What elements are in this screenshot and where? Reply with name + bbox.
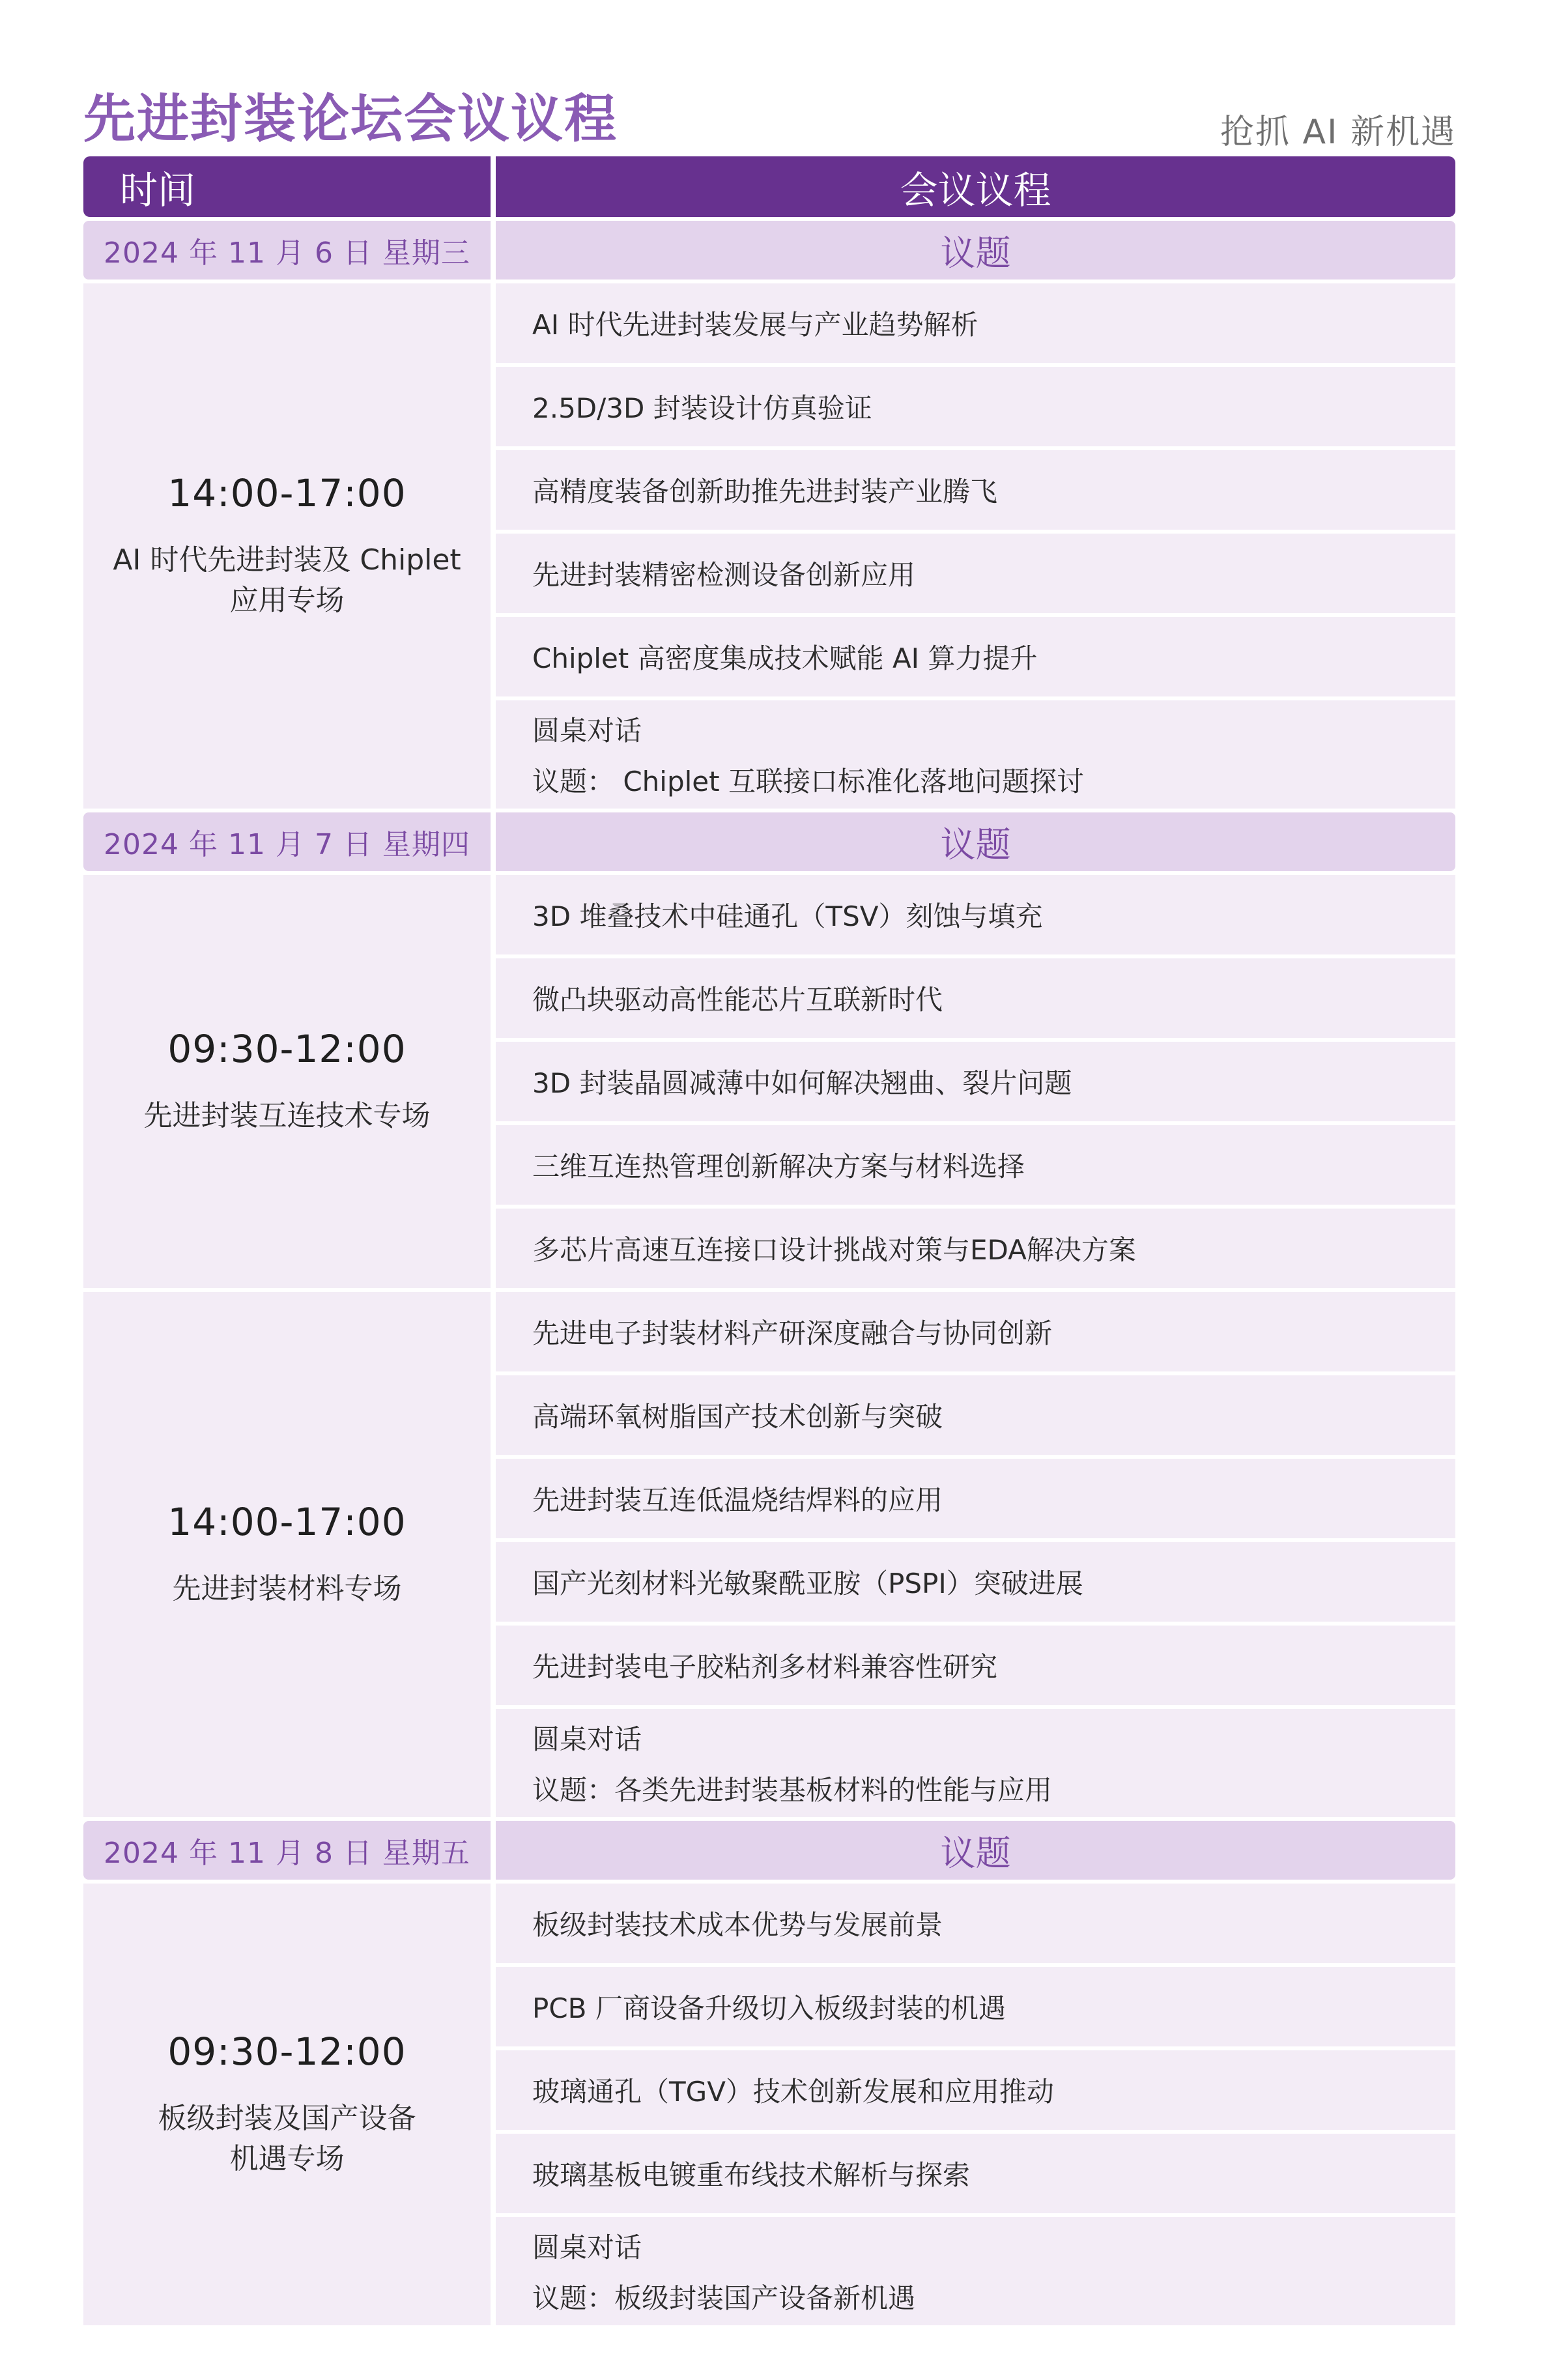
agenda-item <box>496 958 1455 1038</box>
agenda-item-title: 3D 堆叠技术中硅通孔（TSV）刻蚀与填充 <box>532 900 1043 932</box>
agenda-item-title: 2.5D/3D 封装设计仿真验证 <box>532 392 872 424</box>
agenda-item-title: AI 时代先进封装发展与产业趋势解析 <box>532 309 978 341</box>
agenda-item <box>496 367 1455 446</box>
session-time: 09:30-12:00 <box>167 1027 407 1071</box>
agenda-item-title: 3D 封装晶圆减薄中如何解决翘曲、裂片问题 <box>532 1067 1072 1099</box>
session-row <box>83 1292 1455 1817</box>
day-header-row <box>83 221 1455 280</box>
day-header-row <box>83 812 1455 871</box>
session-items <box>496 1292 1455 1817</box>
session-info <box>83 1292 491 1817</box>
agenda-item-title: 圆桌对话 <box>532 715 642 747</box>
days-container <box>83 221 1455 2325</box>
agenda-item <box>496 2050 1455 2130</box>
session-row <box>83 875 1455 1288</box>
agenda-item <box>496 534 1455 613</box>
agenda-item <box>496 450 1455 530</box>
day-topic-label: 议题 <box>496 221 1455 280</box>
agenda-item-title: 圆桌对话 <box>532 2231 642 2263</box>
agenda-item <box>496 1884 1455 1963</box>
agenda-item-title: 三维互连热管理创新解决方案与材料选择 <box>532 1151 1025 1183</box>
agenda-item <box>496 1967 1455 2046</box>
session-info <box>83 1884 491 2325</box>
agenda-item-title: 高端环氧树脂国产技术创新与突破 <box>532 1401 943 1433</box>
day-header-row <box>83 1821 1455 1880</box>
session-items <box>496 283 1455 809</box>
agenda-item <box>496 1042 1455 1121</box>
agenda-item-title: 玻璃基板电镀重布线技术解析与探索 <box>532 2159 971 2191</box>
agenda-item <box>496 617 1455 696</box>
agenda-item <box>496 1125 1455 1205</box>
agenda-item-title: 先进封装互连低温烧结焊料的应用 <box>532 1484 943 1516</box>
session-time: 09:30-12:00 <box>167 2029 407 2074</box>
agenda-item-title: 板级封装技术成本优势与发展前景 <box>532 1909 943 1941</box>
agenda-item <box>496 283 1455 363</box>
session-info <box>83 875 491 1288</box>
agenda-item-title: 国产光刻材料光敏聚酰亚胺（PSPI）突破进展 <box>532 1568 1083 1599</box>
agenda-item <box>496 700 1455 809</box>
session-name: 先进封装互连技术专场 <box>143 1099 431 1132</box>
page-tagline: 抢抓 AI 新机遇 <box>1220 113 1456 152</box>
session-items <box>496 1884 1455 2325</box>
session-name: 先进封装材料专场 <box>172 1572 402 1605</box>
agenda-item <box>496 875 1455 954</box>
agenda-item-title: 微凸块驱动高性能芯片互联新时代 <box>532 984 943 1016</box>
session-items <box>496 875 1455 1288</box>
session-time: 14:00-17:00 <box>167 1500 407 1544</box>
agenda-item-subtopic: 议题：各类先进封装基板材料的性能与应用 <box>532 1774 1053 1806</box>
agenda-item <box>496 1709 1455 1817</box>
agenda-item-subtopic: 议题：板级封装国产设备新机遇 <box>532 2282 916 2314</box>
page-title: 先进封装论坛会议议程 <box>83 89 618 149</box>
session-row <box>83 283 1455 809</box>
agenda-item <box>496 1459 1455 1538</box>
day-date: 2024 年 11 月 8 日 星期五 <box>83 1821 491 1880</box>
day-topic-label: 议题 <box>496 812 1455 871</box>
session-name: 板级封装及国产设备 机遇专场 <box>158 2102 416 2175</box>
agenda-item-title: 多芯片高速互连接口设计挑战对策与EDA解决方案 <box>532 1234 1136 1266</box>
session-name: AI 时代先进封装及 Chiplet 应用专场 <box>113 543 461 617</box>
agenda-item <box>496 1292 1455 1371</box>
agenda-item-title: 高精度装备创新助推先进封装产业腾飞 <box>532 476 998 508</box>
table-header-row <box>83 156 1455 217</box>
header-time: 时间 <box>83 156 491 217</box>
agenda-item <box>496 1209 1455 1288</box>
agenda-item <box>496 1626 1455 1705</box>
agenda-item <box>496 1375 1455 1455</box>
agenda-item-title: 玻璃通孔（TGV）技术创新发展和应用推动 <box>532 2076 1054 2108</box>
day-date: 2024 年 11 月 6 日 星期三 <box>83 221 491 280</box>
agenda-item-title: 先进封装精密检测设备创新应用 <box>532 559 916 591</box>
agenda-table <box>83 156 1455 2329</box>
agenda-item-subtopic: 议题： Chiplet 互联接口标准化落地问题探讨 <box>532 766 1084 797</box>
session-info <box>83 283 491 809</box>
agenda-item <box>496 2134 1455 2213</box>
session-row <box>83 1884 1455 2325</box>
agenda-item <box>496 1542 1455 1622</box>
header-agenda: 会议议程 <box>496 156 1455 217</box>
agenda-item-title: PCB 厂商设备升级切入板级封装的机遇 <box>532 1992 1006 2024</box>
session-time: 14:00-17:00 <box>167 471 407 515</box>
day-topic-label: 议题 <box>496 1821 1455 1880</box>
agenda-item-title: Chiplet 高密度集成技术赋能 AI 算力提升 <box>532 642 1038 674</box>
agenda-item-title: 先进电子封装材料产研深度融合与协同创新 <box>532 1317 1053 1349</box>
day-date: 2024 年 11 月 7 日 星期四 <box>83 812 491 871</box>
agenda-item-title: 先进封装电子胶粘剂多材料兼容性研究 <box>532 1651 998 1683</box>
agenda-item-title: 圆桌对话 <box>532 1723 642 1755</box>
agenda-item <box>496 2217 1455 2325</box>
